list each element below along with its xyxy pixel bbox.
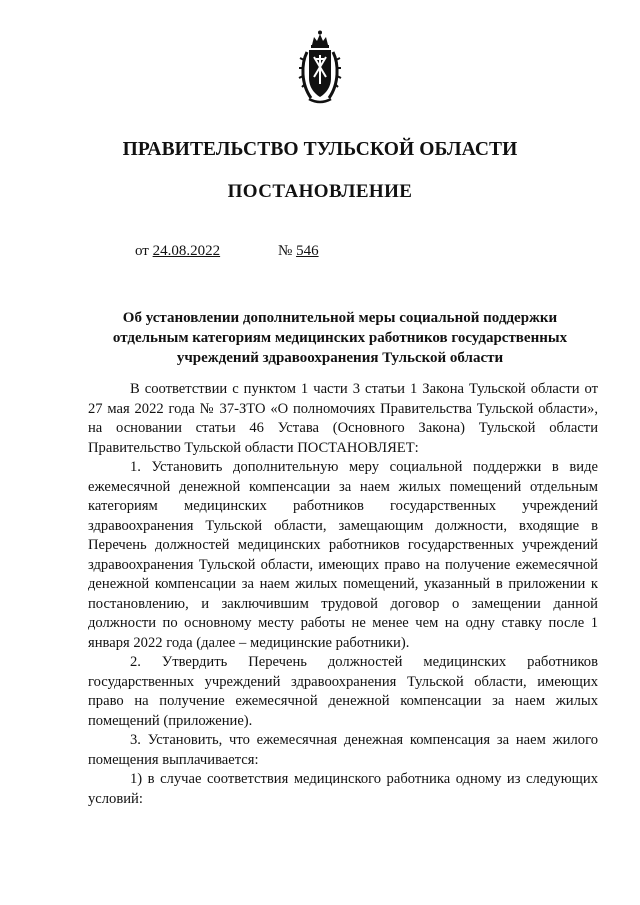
subject-line: учреждений здравоохранения Тульской области — [176, 350, 504, 366]
document-body — [88, 380, 598, 809]
date-prefix: от — [135, 243, 149, 259]
clause-3-1-paragraph: 1) в случае соответствия медицинского работника одному из следующих условий: — [88, 771, 598, 807]
preamble-paragraph: В соответствии с пунктом 1 части 3 статьи 1 Закона Тульской области от 27 мая 2022 года № 37-ЗТО «О полномочиях Правительства Тульской области», на основании статьи 46 Устава (Основного Закона) Тульской области Правительство Тульской области ПОСТАНОВЛЯЕТ: — [88, 381, 598, 456]
clause-3-paragraph: 3. Установить, что ежемесячная денежная компенсация за наем жилого помещения выплачивается: — [88, 732, 598, 768]
tula-region-coat-of-arms-icon — [297, 28, 343, 108]
document-type: ПОСТАНОВЛЕНИЕ — [227, 181, 413, 202]
clause-2-paragraph: 2. Утвердить Перечень должностей медицинских работников государственных учреждений здравоохранения Тульской области, имеющих право на получение ежемесячной денежной компенсации за наем жилых помещений (приложение). — [88, 654, 598, 729]
subject-line: отдельным категориям медицинских работников государственных — [112, 330, 568, 346]
number-line — [278, 243, 319, 260]
date-line — [135, 243, 220, 260]
number-prefix: № — [278, 243, 293, 259]
document-number: 546 — [296, 243, 319, 259]
document-date: 24.08.2022 — [152, 243, 221, 259]
government-title: ПРАВИТЕЛЬСТВО ТУЛЬСКОЙ ОБЛАСТИ — [122, 139, 518, 160]
document-subject — [80, 308, 600, 368]
subject-line: Об установлении дополнительной меры социальной поддержки — [122, 310, 558, 326]
clause-1-paragraph: 1. Установить дополнительную меру социальной поддержки в виде ежемесячной денежной компенсации за наем жилых помещений отдельным категориям медицинских работников государственных учреждений здравоохранения Тульской области, замещающим должности, входящие в Перечень должностей медицинских работников государственных учреждений здравоохранения Тульской области, имеющих право на получение ежемесячной денежной компенсации за наем жилых помещений, указанный в приложении к постановлению, и заключившим трудовой договор о замещении данной должности по основному месту работы не менее чем на одну ставку после 1 января 2022 года (далее – медицинские работники). — [88, 459, 598, 651]
